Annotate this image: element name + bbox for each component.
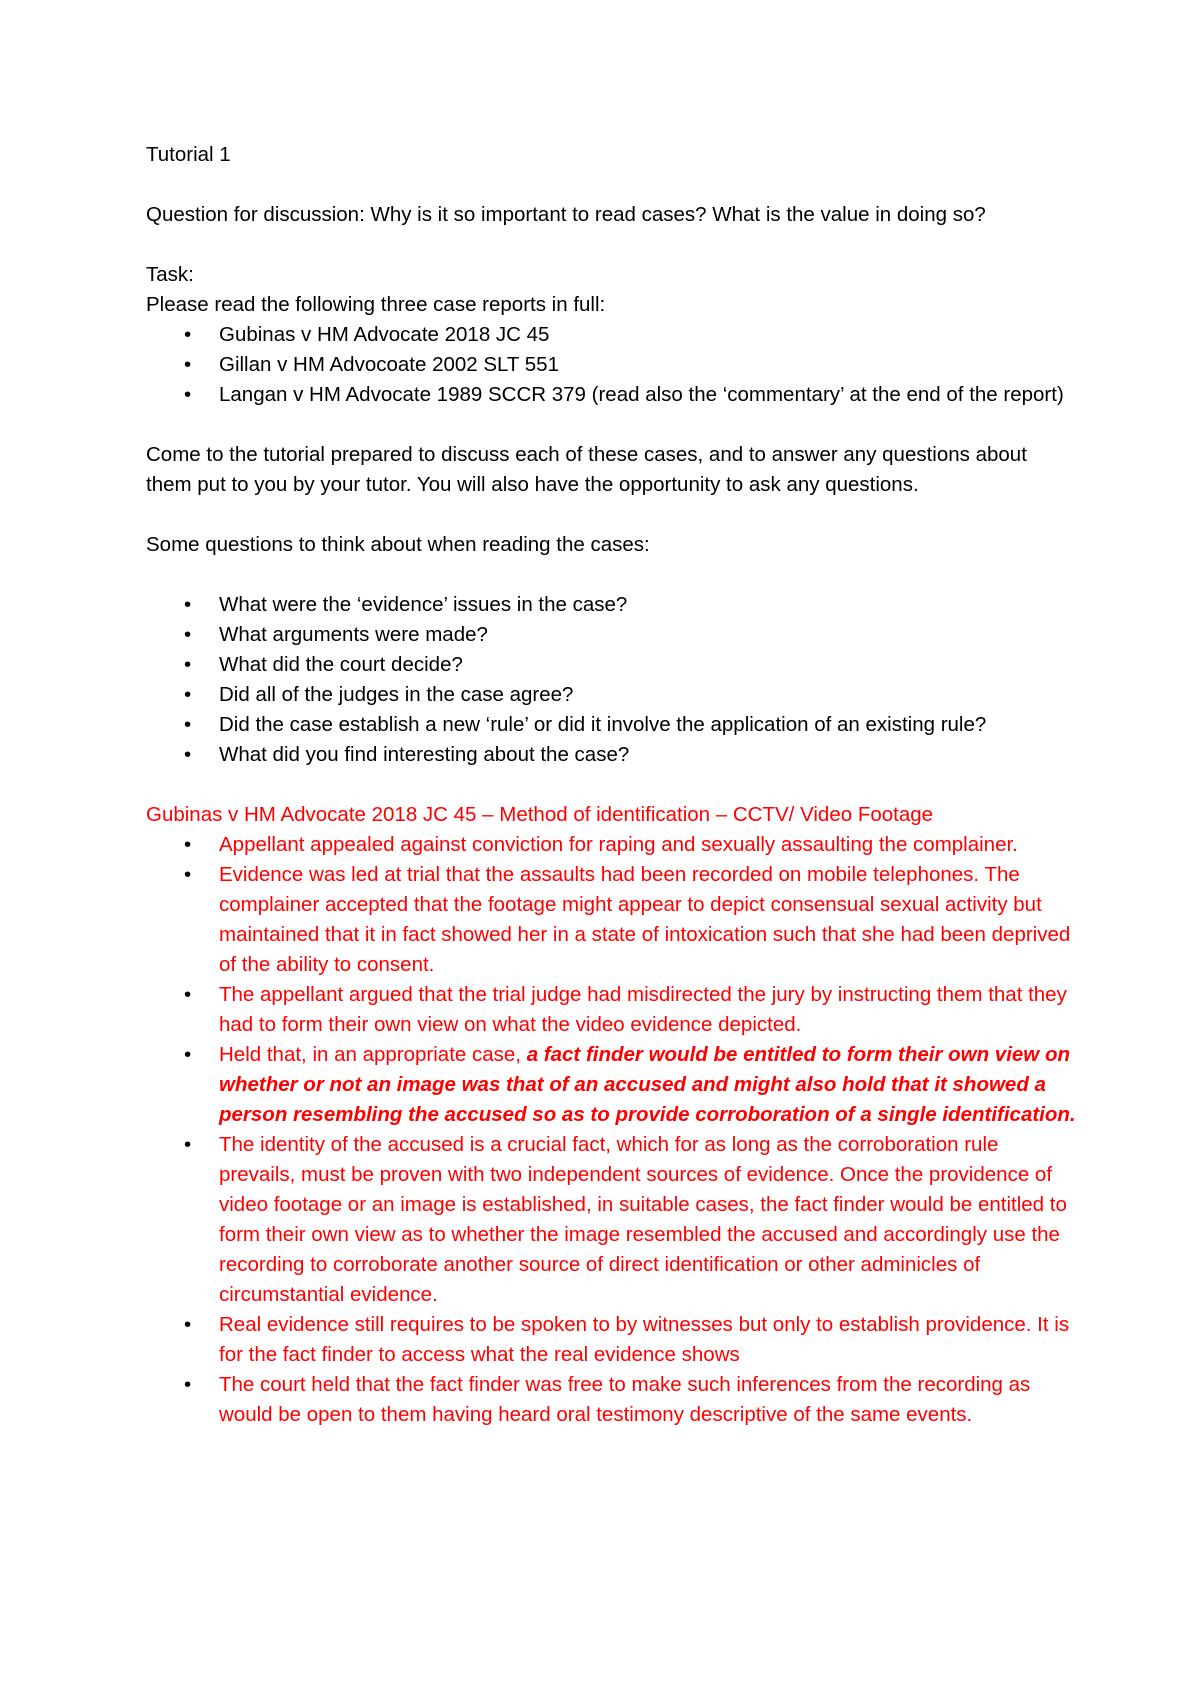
case-notes xyxy=(146,800,1076,1430)
spacer xyxy=(146,230,1076,260)
case-notes-list xyxy=(146,830,1076,1430)
case-item: • Gillan v HM Advocoate 2002 SLT 551 xyxy=(146,350,1076,380)
spacer xyxy=(146,170,1076,200)
held-emphasis: a fact finder would be entitled to form their own view on whether or not an image was that of an accused and might also hold that it showed a person resembling the accused so as to provide corroboration of a single identification. xyxy=(219,1043,1076,1126)
question-item: • Did the case establish a new ‘rule’ or did it involve the application of an existing rule? xyxy=(146,710,1076,740)
spacer xyxy=(146,410,1076,440)
task-label: Task: xyxy=(146,263,194,286)
task-intro: Please read the following three case reports in full: xyxy=(146,293,606,316)
note-item: • Appellant appealed against conviction for raping and sexually assaulting the complainer. xyxy=(146,830,1076,860)
held-note-item xyxy=(146,1040,1076,1130)
question-item: • What did the court decide? xyxy=(146,650,1076,680)
question-item: • What were the ‘evidence’ issues in the case? xyxy=(146,590,1076,620)
spacer xyxy=(146,770,1076,800)
case-list xyxy=(146,320,1076,410)
spacer xyxy=(146,560,1076,590)
note-item: • Evidence was led at trial that the assaults had been recorded on mobile telephones. The complainer accepted that the footage might appear to depict consensual sexual activity but maintained that it in fact showed her in a state of intoxication such that she had been deprived of the ability to consent. xyxy=(146,860,1076,980)
document-page xyxy=(146,140,1076,1430)
case-notes-heading: Gubinas v HM Advocate 2018 JC 45 – Method of identification – CCTV/ Video Footage xyxy=(146,803,934,826)
spacer xyxy=(146,500,1076,530)
question-item: • Did all of the judges in the case agree? xyxy=(146,680,1076,710)
question-item: • What did you find interesting about the case? xyxy=(146,740,1076,770)
note-item: • The appellant argued that the trial judge had misdirected the jury by instructing them that they had to form their own view on what the video evidence depicted. xyxy=(146,980,1076,1040)
discussion-question: Question for discussion: Why is it so important to read cases? What is the value in doing so? xyxy=(146,203,986,226)
question-item: • What arguments were made? xyxy=(146,620,1076,650)
case-item: • Langan v HM Advocate 1989 SCCR 379 (read also the ‘commentary’ at the end of the report) xyxy=(146,380,1076,410)
document-title: Tutorial 1 xyxy=(146,143,231,166)
note-item: • Real evidence still requires to be spoken to by witnesses but only to establish providence. It is for the fact finder to access what the real evidence shows xyxy=(146,1310,1076,1370)
questions-intro: Some questions to think about when reading the cases: xyxy=(146,533,650,556)
question-list xyxy=(146,590,1076,770)
note-item: • The identity of the accused is a crucial fact, which for as long as the corroboration rule prevails, must be proven with two independent sources of evidence. Once the providence of video footage or an image is established, in suitable cases, the fact finder would be entitled to form their own view as to whether the image resembled the accused and accordingly use the recording to corroborate another source of direct identification or other adminicles of circumstantial evidence. xyxy=(146,1130,1076,1310)
preparation-text: Come to the tutorial prepared to discuss each of these cases, and to answer any questions about them put to you by your tutor. You will also have the opportunity to ask any questions. xyxy=(146,443,1027,496)
held-prefix: Held that, in an appropriate case, xyxy=(219,1043,527,1066)
note-item: • The court held that the fact finder was free to make such inferences from the recording as would be open to them having heard oral testimony descriptive of the same events. xyxy=(146,1370,1076,1430)
case-item: • Gubinas v HM Advocate 2018 JC 45 xyxy=(146,320,1076,350)
